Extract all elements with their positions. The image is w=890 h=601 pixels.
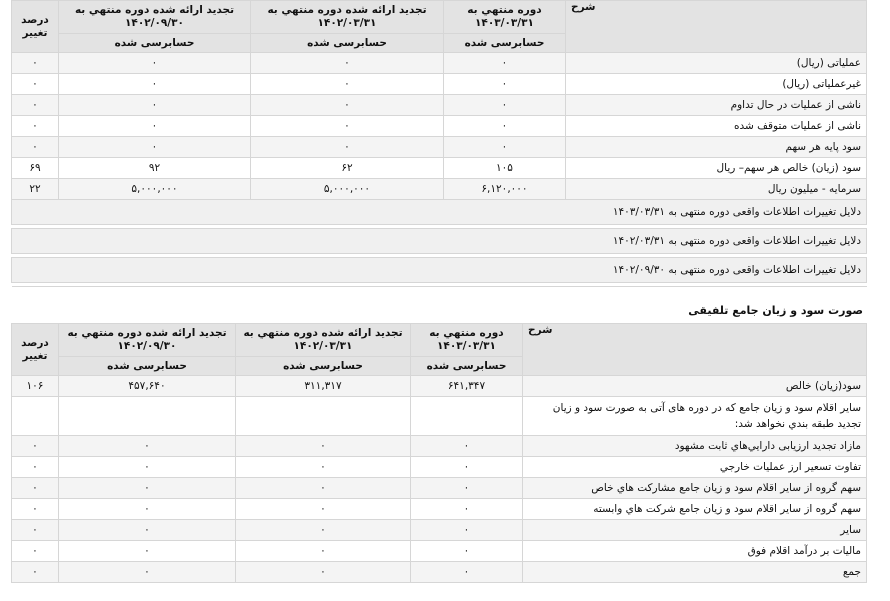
value-1402-09-30-cell: ۰ [59,457,236,478]
row-label: عملیاتی (ریال) [566,53,867,74]
value-1403-03-31-cell: ۰ [411,499,523,520]
value-1402-03-31-cell: ۰ [251,74,444,95]
table-row [12,53,867,74]
table-row [12,397,867,436]
change-percent-cell [12,397,59,436]
change-percent-cell: ۰ [12,541,59,562]
header-change-percent: درصد تغيير [12,324,59,376]
change-percent-cell: ۰ [12,436,59,457]
header-period-1402-03-31: تجدید ارائه شده دوره منتهي به ۱۴۰۲/۰۳/۳۱ [236,324,411,357]
row-label: جمع [523,562,867,583]
value-1402-03-31-cell: ۰ [251,95,444,116]
header-period-1402-03-31: تجدید ارائه شده دوره منتهي به ۱۴۰۲/۰۳/۳۱ [251,1,444,34]
value-1403-03-31-cell: ۰ [411,562,523,583]
section-title: صورت سود و زیان جامع تلفیقی [688,304,863,317]
value-1402-09-30-cell: ۰ [59,520,236,541]
header-period-1402-09-30: تجدید ارائه شده دوره منتهي به ۱۴۰۲/۰۹/۳۰ [59,1,251,34]
value-1402-09-30-cell: ۰ [59,137,251,158]
value-1402-09-30-cell: ۰ [59,53,251,74]
value-1402-09-30-cell: ۰ [59,116,251,137]
value-1403-03-31-cell: ۶,۱۲۰,۰۰۰ [444,179,566,200]
row-label: غیرعملیاتی (ریال) [566,74,867,95]
comprehensive-income-table [11,323,867,583]
row-label: سرمایه - میلیون ریال [566,179,867,200]
value-1402-09-30-cell: ۰ [59,95,251,116]
row-label: سود(زیان) خالص [523,376,867,397]
header-period-1402-09-30: تجدید ارائه شده دوره منتهي به ۱۴۰۲/۰۹/۳۰ [59,324,236,357]
change-reason-row [12,258,867,283]
table-row [12,562,867,583]
row-label: ناشی از عملیات در حال تداوم [566,95,867,116]
row-spacer-cell [12,283,867,287]
header-period-1403-03-31: دوره منتهي به ۱۴۰۳/۰۳/۳۱ [444,1,566,34]
value-1402-09-30-cell: ۴۵۷,۶۴۰ [59,376,236,397]
audited-label: حسابرسی شده [411,357,523,376]
header-description: شرح [523,324,867,376]
change-percent-cell: ۰ [12,457,59,478]
change-percent-cell: ۰ [12,116,59,137]
table-row [12,74,867,95]
change-percent-cell: ۶۹ [12,158,59,179]
table-row [12,179,867,200]
row-label: سایر [523,520,867,541]
change-percent-cell: ۰ [12,520,59,541]
table-row [12,478,867,499]
table-row [12,541,867,562]
table-row [12,116,867,137]
value-1402-03-31-cell: ۰ [236,478,411,499]
value-1402-09-30-cell [59,397,236,436]
change-percent-cell: ۰ [12,53,59,74]
table-row [12,376,867,397]
table-row [12,457,867,478]
row-label: ناشی از عملیات متوقف شده [566,116,867,137]
header-change-percent: درصد تغيير [12,1,59,53]
value-1403-03-31-cell: ۰ [444,116,566,137]
value-1402-09-30-cell: ۰ [59,478,236,499]
value-1402-03-31-cell [236,397,411,436]
row-spacer [12,283,867,287]
value-1402-03-31-cell: ۰ [251,53,444,74]
audited-label: حسابرسی شده [236,357,411,376]
audited-label: حسابرسی شده [444,34,566,53]
change-percent-cell: ۰ [12,137,59,158]
value-1402-09-30-cell: ۰ [59,436,236,457]
change-reason-label: دلایل تغییرات اطلاعات واقعی دوره منتهی به ۱۴۰۲/۰۹/۳۰ [12,258,867,283]
audited-label: حسابرسی شده [59,34,251,53]
row-label: تفاوت تسعیر ارز عملیات خارجي [523,457,867,478]
audited-label: حسابرسی شده [59,357,236,376]
table-row [12,158,867,179]
value-1403-03-31-cell: ۰ [444,95,566,116]
change-percent-cell: ۰ [12,478,59,499]
value-1403-03-31-cell: ۰ [411,541,523,562]
row-label: مازاد تجدید ارزیابی دارایي‌هاي ثابت مشهود [523,436,867,457]
value-1402-03-31-cell: ۶۲ [251,158,444,179]
value-1403-03-31-cell: ۰ [444,137,566,158]
change-percent-cell: ۰ [12,499,59,520]
table-row [12,436,867,457]
row-label: سود پایه هر سهم [566,137,867,158]
value-1402-03-31-cell: ۰ [236,499,411,520]
row-label: سهم گروه از سایر اقلام سود و زیان جامع شرکت هاي وابسته [523,499,867,520]
value-1403-03-31-cell: ۶۴۱,۳۴۷ [411,376,523,397]
change-reason-label: دلایل تغییرات اطلاعات واقعی دوره منتهی به ۱۴۰۳/۰۳/۳۱ [12,200,867,225]
change-percent-cell: ۰ [12,562,59,583]
value-1402-09-30-cell: ۰ [59,499,236,520]
change-percent-cell: ۱۰۶ [12,376,59,397]
value-1403-03-31-cell: ۰ [411,520,523,541]
value-1402-09-30-cell: ۰ [59,541,236,562]
table-row [12,499,867,520]
header-period-1403-03-31: دوره منتهي به ۱۴۰۳/۰۳/۳۱ [411,324,523,357]
value-1402-09-30-cell: ۵,۰۰۰,۰۰۰ [59,179,251,200]
value-1402-03-31-cell: ۰ [236,541,411,562]
value-1402-03-31-cell: ۰ [251,116,444,137]
row-label: مالیات بر درآمد اقلام فوق [523,541,867,562]
table-row [12,95,867,116]
row-label: سود (زیان) خالص هر سهم– ریال [566,158,867,179]
change-percent-cell: ۲۲ [12,179,59,200]
value-1402-03-31-cell: ۵,۰۰۰,۰۰۰ [251,179,444,200]
change-reason-row [12,200,867,225]
audited-label: حسابرسی شده [251,34,444,53]
value-1402-03-31-cell: ۰ [251,137,444,158]
value-1403-03-31-cell: ۰ [444,74,566,95]
row-label: سهم گروه از سایر اقلام سود و زیان جامع مشارکت هاي خاص [523,478,867,499]
table-row [12,520,867,541]
value-1403-03-31-cell: ۰ [411,457,523,478]
value-1402-09-30-cell: ۰ [59,562,236,583]
value-1402-03-31-cell: ۰ [236,520,411,541]
value-1402-09-30-cell: ۰ [59,74,251,95]
change-percent-cell: ۰ [12,95,59,116]
change-reason-row [12,229,867,254]
row-label: سایر اقلام سود و زیان جامع که در دوره های آتی به صورت سود و زیان تجدید طبقه بندي نخواهد شد: [523,397,867,436]
value-1403-03-31-cell: ۰ [411,436,523,457]
value-1402-09-30-cell: ۹۲ [59,158,251,179]
value-1402-03-31-cell: ۰ [236,562,411,583]
value-1402-03-31-cell: ۰ [236,436,411,457]
interim-eps-table [11,0,867,287]
value-1402-03-31-cell: ۰ [236,457,411,478]
value-1402-03-31-cell: ۳۱۱,۳۱۷ [236,376,411,397]
value-1403-03-31-cell: ۱۰۵ [444,158,566,179]
change-percent-cell: ۰ [12,74,59,95]
table-row [12,137,867,158]
change-reason-label: دلایل تغییرات اطلاعات واقعی دوره منتهی به ۱۴۰۲/۰۳/۳۱ [12,229,867,254]
value-1403-03-31-cell: ۰ [444,53,566,74]
header-description: شرح [566,1,867,53]
value-1403-03-31-cell: ۰ [411,478,523,499]
value-1403-03-31-cell [411,397,523,436]
